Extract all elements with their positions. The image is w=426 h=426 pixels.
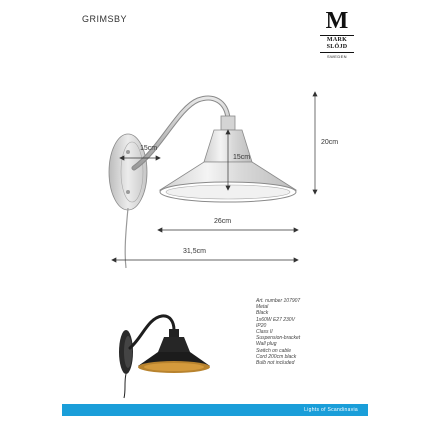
footer-bar [62,404,368,416]
logo-sub: SWEDEN [327,54,347,59]
black-cord [124,374,126,398]
spec-cord: Cord 200cm black [256,353,297,360]
logo-line-2: SLÖJD [326,44,348,50]
dimension-total-width-label: 31,5cm [183,248,206,255]
dimension-depth-2-label: 15cm [233,154,251,161]
spec-mounting: Suspension-bracket [256,335,301,342]
product-photo [108,300,218,400]
dimension-depth-1-label: 15cm [140,145,158,152]
product-title: GRIMSBY [82,14,128,24]
spec-article-number: Art. number 107907 [256,298,301,304]
black-wall-plate [119,330,133,374]
footer-text: Lights of Scandinavia [304,407,358,413]
spec-material: Metal [256,304,269,311]
dimension-height-arrow [313,92,317,194]
spec-bulb: 1x60W E27 230V [256,316,295,323]
spec-switch: Switch on cable [256,347,292,354]
dimension-height-label: 20cm [321,139,339,146]
spec-bulb-note: Bulb not included [256,360,295,367]
spec-class: Class II [256,329,273,336]
spec-list [256,298,300,366]
black-shade [138,329,210,373]
logo-letter: M [325,8,349,34]
logo-line-1: MARK [326,37,348,43]
power-cord [125,208,128,268]
spec-color: Black [256,310,269,317]
dimension-total-width-arrow [112,258,298,262]
spec-ip-rating: IP20 [256,322,267,329]
spec-plug: Wall plug [256,341,277,348]
dimension-shade-width-arrow [158,228,298,232]
dimension-shade-width-label: 26cm [214,218,232,225]
